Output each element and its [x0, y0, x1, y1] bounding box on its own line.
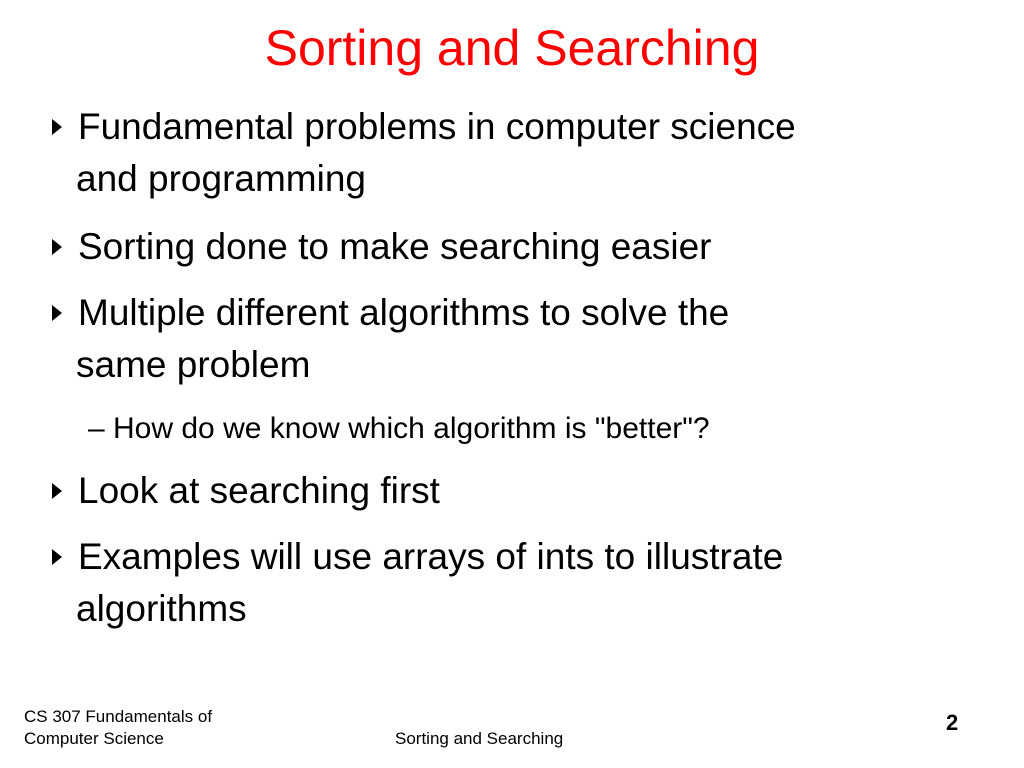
bullet-text-continued: same problem: [76, 344, 311, 385]
bullet-text: Look at searching first: [78, 470, 440, 511]
bullet-item: [52, 464, 440, 518]
bullet-text: Fundamental problems in computer science: [78, 106, 796, 147]
bullet-text-continued: and programming: [76, 158, 366, 199]
bullet-triangle-icon: [52, 239, 62, 255]
bullet-text: Sorting done to make searching easier: [78, 226, 712, 267]
bullet-text-continued: algorithms: [76, 588, 247, 629]
bullet-item: [52, 220, 711, 274]
bullet-text: Multiple different algorithms to solve the: [78, 292, 730, 333]
footer-course-line: CS 307 Fundamentals of: [24, 707, 213, 726]
bullet-triangle-icon: [52, 483, 62, 499]
bullet-item: [52, 100, 796, 206]
footer-title: Sorting and Searching: [395, 729, 564, 748]
sub-bullet: – How do we know which algorithm is "better"?: [88, 412, 710, 445]
bullet-text: Examples will use arrays of ints to illustrate: [78, 536, 784, 577]
bullet-triangle-icon: [52, 305, 62, 321]
bullet-item: [52, 530, 783, 636]
bullet-triangle-icon: [52, 549, 62, 565]
page-number: 2: [946, 710, 959, 735]
footer-course-line: Computer Science: [24, 729, 164, 748]
bullet-item: [52, 286, 729, 392]
footer-course: [24, 706, 212, 750]
slide-title: Sorting and Searching: [264, 20, 760, 76]
bullet-triangle-icon: [52, 119, 62, 135]
